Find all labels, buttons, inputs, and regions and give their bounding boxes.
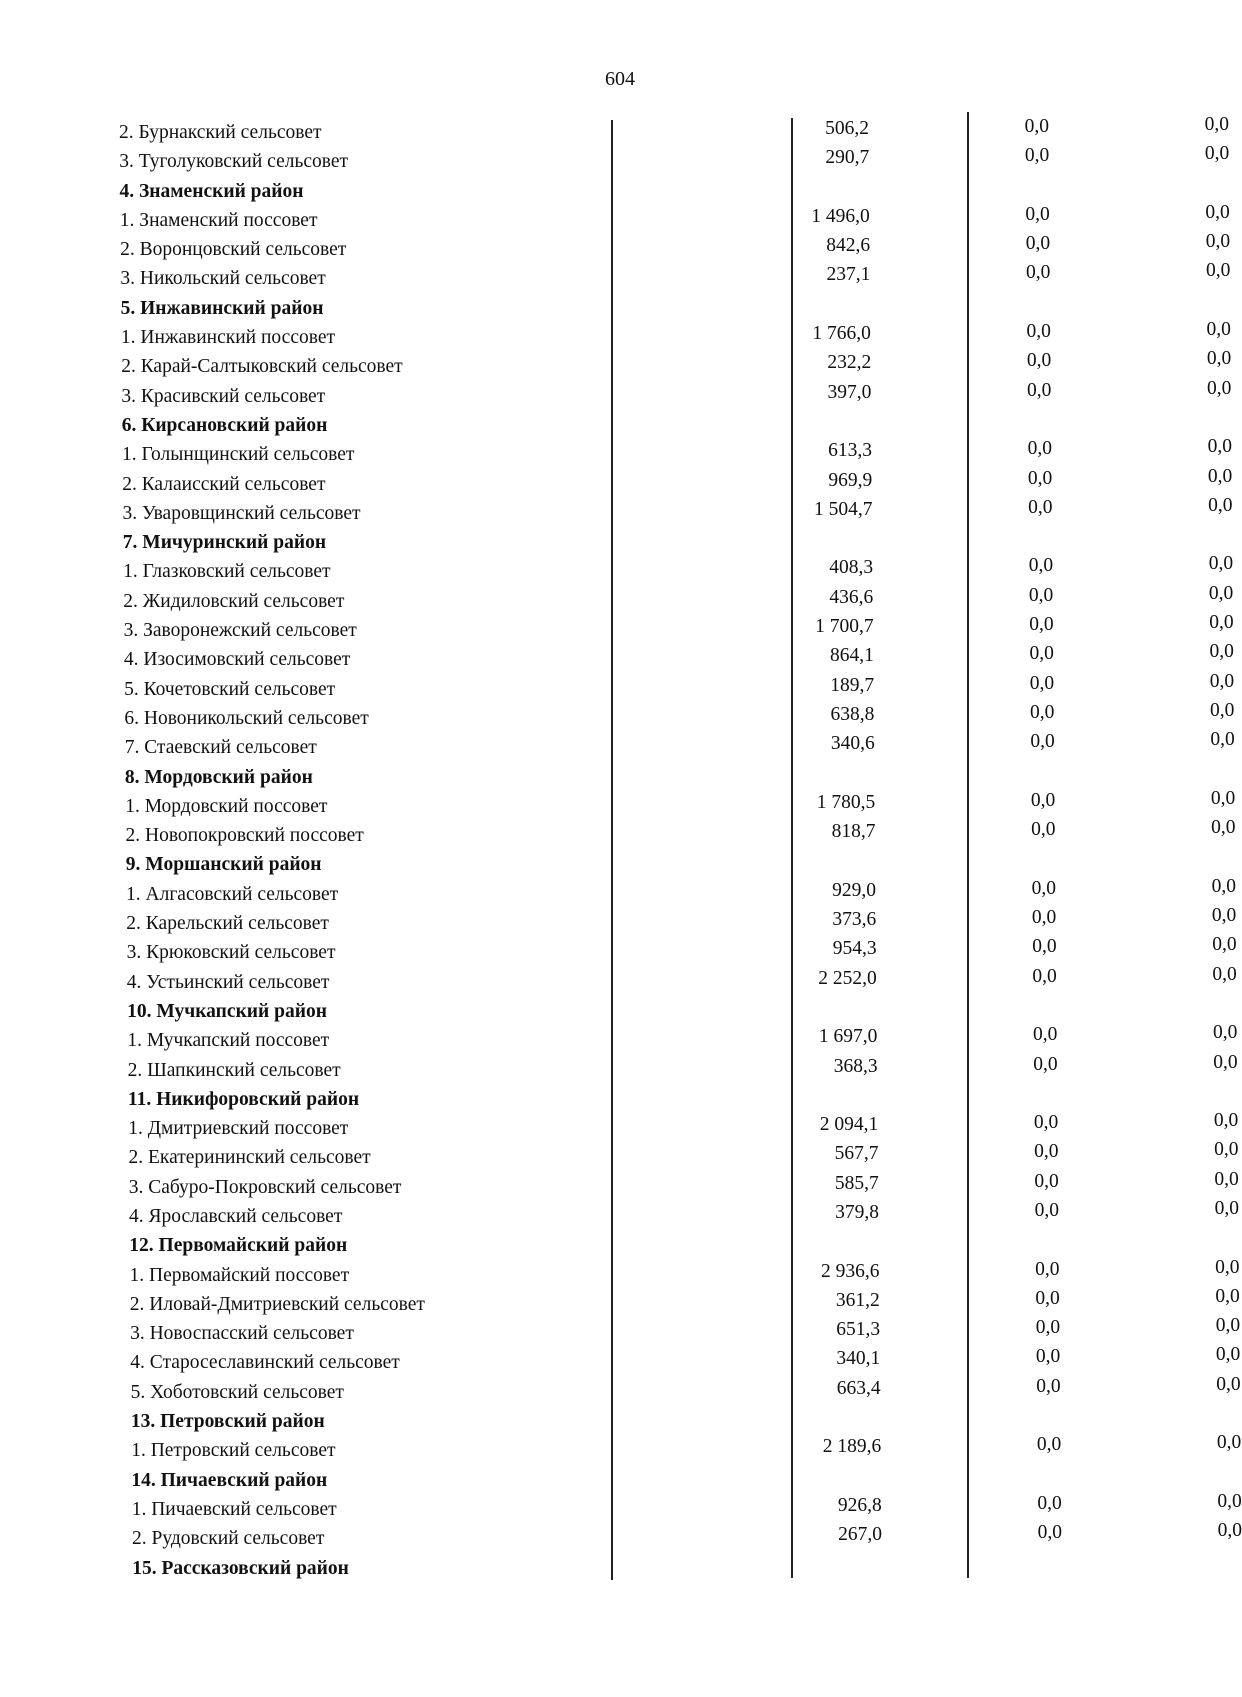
row-name: 3. Заворонежский сельсовет: [123, 620, 357, 642]
value-cell-2: 0,0: [1035, 1287, 1060, 1309]
row-name: 1. Знаменский поссовет: [119, 209, 318, 231]
value-cell-2: 0,0: [1031, 819, 1056, 841]
row-name: 3. Новоспасский сельсовет: [130, 1323, 354, 1345]
row-name: 3. Никольский сельсовет: [120, 268, 326, 290]
table-row: [132, 1520, 1242, 1553]
row-name: 1. Голынщинский сельсовет: [122, 444, 355, 466]
value-cell-2: 0,0: [1025, 203, 1050, 225]
row-name: 9. Моршанский район: [125, 854, 322, 876]
value-cell-1: 818,7: [831, 821, 876, 843]
row-name: 2. Екатерининский сельсовет: [128, 1147, 371, 1169]
row-name: 2. Калаисский сельсовет: [122, 473, 326, 495]
row-name: 4. Устьинский сельсовет: [126, 971, 330, 993]
value-cell-2: 0,0: [1027, 467, 1053, 489]
row-name: 2. Рудовский сельсовет: [132, 1528, 325, 1550]
table-row: [127, 1051, 1238, 1085]
row-name: 4. Знаменский район: [119, 180, 304, 202]
value-cell-3: 0,0: [1211, 875, 1236, 897]
budget-table: [119, 114, 1242, 1583]
value-cell-3: 0,0: [1214, 1168, 1239, 1190]
value-cell-1: 585,7: [834, 1172, 879, 1194]
value-cell-1: 368,3: [833, 1055, 878, 1077]
row-name: 10. Мучкапский район: [127, 1000, 327, 1022]
table-row: [125, 817, 1236, 850]
row-name: 1. Мучкапский поссовет: [127, 1030, 330, 1052]
value-cell-2: 0,0: [1026, 262, 1051, 284]
value-cell-2: 0,0: [1033, 1112, 1059, 1134]
value-cell-1: 1 780,5: [816, 791, 876, 813]
value-cell-3: 0,0: [1215, 1256, 1240, 1278]
value-cell-2: 0,0: [1030, 789, 1056, 811]
value-cell-3: 0,0: [1207, 436, 1232, 458]
value-cell-2: 0,0: [1029, 643, 1054, 665]
row-name: 1. Алгасовский сельсовет: [126, 883, 339, 905]
value-cell-2: 0,0: [1024, 116, 1049, 137]
value-cell-2: 0,0: [1035, 1317, 1061, 1339]
value-cell-1: 1 496,0: [811, 205, 870, 227]
value-cell-1: 361,2: [835, 1289, 880, 1311]
value-cell-1: 373,6: [832, 909, 877, 931]
row-name: 3. Красивский сельсовет: [121, 385, 326, 407]
value-cell-3: 0,0: [1205, 231, 1231, 253]
value-cell-3: 0,0: [1216, 1432, 1242, 1454]
row-name: 14. Пичаевский район: [131, 1469, 328, 1491]
row-name: 2. Иловай-Дмитриевский сельсовет: [129, 1293, 425, 1315]
value-cell-3: 0,0: [1207, 465, 1233, 487]
row-name: 2. Новопокровский поссовет: [125, 825, 364, 847]
value-cell-1: 864,1: [830, 645, 874, 667]
value-cell-1: 436,6: [829, 586, 874, 608]
value-cell-3: 0,0: [1208, 494, 1233, 516]
value-cell-1: 2 094,1: [819, 1114, 879, 1136]
value-cell-3: 0,0: [1209, 670, 1235, 692]
page-number: 604: [605, 68, 635, 90]
row-name: 1. Глазковский сельсовет: [123, 561, 331, 583]
value-cell-2: 0,0: [1033, 1024, 1058, 1046]
value-cell-2: 0,0: [1026, 321, 1051, 343]
row-name: 4. Изосимовский сельсовет: [123, 649, 351, 671]
row-name: 4. Ярославский сельсовет: [129, 1205, 343, 1227]
value-cell-2: 0,0: [1031, 877, 1056, 899]
value-cell-3: 0,0: [1209, 612, 1234, 634]
value-cell-1: 1 700,7: [815, 616, 874, 638]
value-cell-1: 663,4: [836, 1377, 881, 1399]
value-cell-1: 408,3: [829, 557, 874, 579]
value-cell-3: 0,0: [1213, 1022, 1238, 1044]
value-cell-1: 189,7: [830, 674, 875, 696]
value-cell-2: 0,0: [1028, 584, 1054, 606]
value-cell-1: 1 766,0: [812, 323, 871, 345]
row-name: 3. Крюковский сельсовет: [126, 942, 336, 964]
value-cell-2: 0,0: [1037, 1522, 1062, 1544]
value-cell-3: 0,0: [1210, 787, 1236, 809]
value-cell-3: 0,0: [1206, 260, 1231, 282]
value-cell-3: 0,0: [1210, 729, 1235, 751]
value-cell-3: 0,0: [1215, 1315, 1241, 1337]
row-name: 4. Старосеславинский сельсовет: [130, 1352, 400, 1374]
row-name: 3. Уваровщинский сельсовет: [122, 502, 361, 524]
value-cell-3: 0,0: [1212, 963, 1237, 985]
table-row: [120, 260, 1231, 293]
value-cell-2: 0,0: [1032, 965, 1057, 987]
value-cell-3: 0,0: [1211, 817, 1236, 839]
row-name: 15. Рассказовский район: [132, 1557, 349, 1579]
table-row: [122, 494, 1233, 528]
value-cell-1: 2 189,6: [822, 1436, 882, 1458]
value-cell-2: 0,0: [1035, 1346, 1061, 1368]
value-cell-3: 0,0: [1209, 641, 1234, 663]
table-row: [126, 963, 1237, 997]
row-name: 6. Кирсановский район: [121, 414, 328, 436]
row-name: 2. Карельский сельсовет: [126, 913, 329, 935]
row-name: 1. Пичаевский сельсовет: [131, 1498, 337, 1520]
value-cell-3: 0,0: [1204, 114, 1229, 135]
district-row: [132, 1554, 1139, 1583]
row-name: 3. Сабуро-Покровский сельсовет: [128, 1176, 402, 1198]
value-cell-1: 1 697,0: [818, 1026, 878, 1048]
value-cell-1: 237,1: [826, 264, 871, 286]
value-cell-2: 0,0: [1026, 350, 1052, 372]
value-cell-1: 379,8: [835, 1201, 879, 1223]
row-name: 6. Новоникольский сельсовет: [124, 707, 369, 729]
value-cell-1: 651,3: [836, 1319, 881, 1341]
value-cell-2: 0,0: [1024, 145, 1050, 167]
value-cell-1: 969,9: [828, 469, 873, 491]
value-cell-3: 0,0: [1204, 143, 1230, 165]
row-name: 7. Мичуринский район: [122, 532, 327, 554]
value-cell-2: 0,0: [1028, 496, 1053, 518]
row-name: 2. Шапкинский сельсовет: [127, 1059, 341, 1081]
value-cell-3: 0,0: [1217, 1520, 1242, 1542]
value-cell-3: 0,0: [1208, 553, 1234, 575]
value-cell-3: 0,0: [1206, 348, 1232, 370]
row-name: 1. Мордовский поссовет: [125, 795, 328, 817]
row-name: 3. Туголуковский сельсовет: [119, 151, 349, 173]
row-name: 5. Инжавинский район: [120, 297, 324, 319]
value-cell-1: 613,3: [828, 440, 872, 462]
row-name: 11. Никифоровский район: [127, 1088, 360, 1110]
value-cell-3: 0,0: [1207, 377, 1232, 399]
value-cell-3: 0,0: [1214, 1139, 1239, 1161]
value-cell-3: 0,0: [1211, 905, 1237, 927]
table-row: [131, 1432, 1242, 1465]
value-cell-1: 267,0: [838, 1524, 882, 1546]
value-cell-2: 0,0: [1033, 1053, 1058, 1075]
value-cell-2: 0,0: [1034, 1141, 1059, 1163]
value-cell-1: 929,0: [832, 879, 876, 901]
table-row: [130, 1373, 1241, 1407]
row-name: 5. Кочетовский сельсовет: [124, 678, 336, 700]
value-cell-1: 2 936,6: [821, 1260, 880, 1282]
value-cell-1: 290,7: [825, 147, 870, 169]
value-cell-3: 0,0: [1214, 1197, 1239, 1219]
value-cell-1: 232,2: [827, 352, 872, 374]
value-cell-1: 638,8: [830, 703, 875, 725]
value-cell-3: 0,0: [1213, 1051, 1238, 1073]
value-cell-2: 0,0: [1029, 614, 1054, 636]
value-cell-3: 0,0: [1212, 934, 1237, 956]
row-name: 2. Карай-Салтыковский сельсовет: [121, 356, 403, 378]
row-name: 7. Стаевский сельсовет: [124, 737, 317, 759]
value-cell-3: 0,0: [1208, 582, 1234, 604]
value-cell-2: 0,0: [1036, 1375, 1061, 1397]
row-name: 12. Первомайский район: [129, 1235, 348, 1257]
value-cell-2: 0,0: [1037, 1492, 1062, 1514]
value-cell-1: 340,1: [836, 1348, 881, 1370]
value-cell-3: 0,0: [1215, 1285, 1240, 1307]
table-row: [121, 377, 1232, 411]
value-cell-2: 0,0: [1030, 701, 1055, 723]
row-name: 2. Жидиловский сельсовет: [123, 590, 345, 612]
table-row: [124, 729, 1235, 762]
row-name: 2. Воронцовский сельсовет: [120, 239, 347, 261]
row-name: 1. Дмитриевский поссовет: [128, 1118, 349, 1140]
row-name: 13. Петровский район: [130, 1411, 325, 1433]
value-cell-1: 954,3: [832, 938, 877, 960]
row-name: 1. Инжавинский поссовет: [120, 327, 335, 349]
value-cell-3: 0,0: [1205, 201, 1230, 223]
table-row: [119, 143, 1230, 176]
table-body: [119, 114, 1242, 1583]
value-cell-1: 567,7: [834, 1143, 879, 1165]
row-name: 5. Хоботовский сельсовет: [130, 1381, 344, 1403]
value-cell-3: 0,0: [1206, 319, 1231, 341]
value-cell-3: 0,0: [1210, 699, 1235, 721]
value-cell-2: 0,0: [1025, 233, 1051, 255]
value-cell-3: 0,0: [1215, 1344, 1241, 1366]
row-name: 2. Бурнакский сельсовет: [119, 122, 322, 143]
value-cell-3: 0,0: [1217, 1490, 1242, 1512]
value-cell-2: 0,0: [1036, 1434, 1062, 1456]
value-cell-1: 506,2: [825, 118, 869, 139]
row-name: 1. Петровский сельсовет: [131, 1440, 336, 1462]
row-name: 8. Мордовский район: [124, 766, 313, 788]
value-cell-2: 0,0: [1031, 907, 1057, 929]
row-name: 1. Первомайский поссовет: [129, 1264, 350, 1286]
table-row: [129, 1197, 1239, 1231]
value-cell-2: 0,0: [1030, 731, 1055, 753]
value-cell-1: 397,0: [827, 381, 872, 403]
value-cell-2: 0,0: [1034, 1170, 1059, 1192]
value-cell-2: 0,0: [1034, 1199, 1059, 1221]
value-cell-1: 340,6: [830, 733, 875, 755]
value-cell-2: 0,0: [1029, 672, 1055, 694]
value-cell-2: 0,0: [1035, 1258, 1060, 1280]
value-cell-3: 0,0: [1216, 1373, 1241, 1395]
value-cell-1: 2 252,0: [818, 967, 877, 989]
value-cell-2: 0,0: [1027, 438, 1052, 460]
value-cell-2: 0,0: [1027, 379, 1052, 401]
value-cell-2: 0,0: [1028, 555, 1054, 577]
value-cell-2: 0,0: [1032, 936, 1057, 958]
value-cell-3: 0,0: [1213, 1110, 1239, 1132]
value-cell-1: 1 504,7: [814, 498, 873, 520]
value-cell-1: 842,6: [826, 235, 871, 257]
value-cell-1: 926,8: [837, 1494, 882, 1516]
